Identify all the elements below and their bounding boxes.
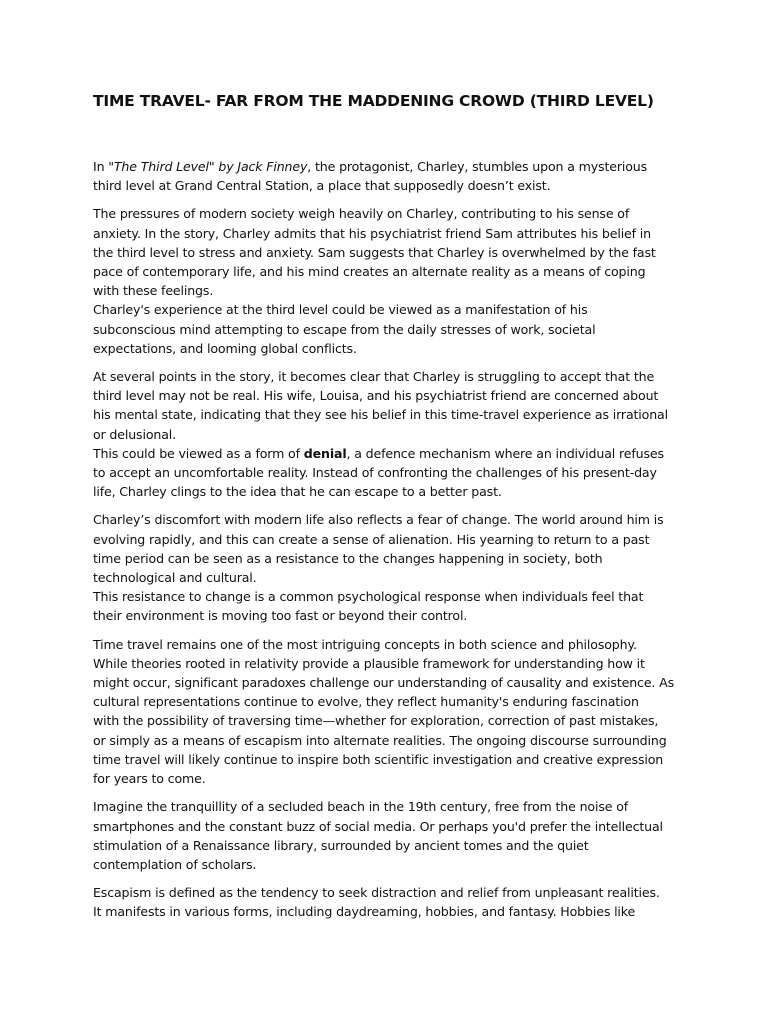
text-line: Escapism is defined as the tendency to seek distraction and relief from unpleasant realities. xyxy=(93,885,660,901)
paragraph-pressures xyxy=(93,204,683,358)
text-line: contemplation of scholars. xyxy=(93,856,257,872)
text-line: his mental state, indicating that they see his belief in this time-travel experience as irrational xyxy=(93,407,668,423)
text-line: their environment is moving too fast or beyond their control. xyxy=(93,608,468,624)
text-line: It manifests in various forms, including daydreaming, hobbies, and fantasy. Hobbies like xyxy=(93,904,636,920)
text-line: the third level to stress and anxiety. Sam suggests that Charley is overwhelmed by the fast xyxy=(93,244,656,260)
text-line: At several points in the story, it becomes clear that Charley is struggling to accept that the xyxy=(93,369,655,385)
text-line: The pressures of modern society weigh heavily on Charley, contributing to his sense of xyxy=(93,206,630,222)
text-line: time travel will likely continue to inspire both scientific investigation and creative expression xyxy=(93,751,664,767)
text-line: or simply as a means of escapism into alternate realities. The ongoing discourse surrounding xyxy=(93,732,667,748)
text-line: might occur, significant paradoxes challenge our understanding of causality and existence. As xyxy=(93,675,674,691)
text-line: third level may not be real. His wife, Louisa, and his psychiatrist friend are concerned about xyxy=(93,388,659,404)
denial-term: denial xyxy=(303,445,347,461)
text-line: time period can be seen as a resistance to the changes happening in society, both xyxy=(93,550,603,566)
text-line: life, Charley clings to the idea that he can escape to a better past. xyxy=(93,484,502,500)
text-segment: In xyxy=(93,159,109,174)
text-line: technological and cultural. xyxy=(93,570,257,586)
text-segment: , the protagonist, Charley, stumbles upon a mysterious xyxy=(307,159,648,174)
text-line: pace of contemporary life, and his mind creates an alternate reality as a means of coping xyxy=(93,264,646,280)
text-line: with the possibility of traversing time—whether for exploration, correction of past mistakes, xyxy=(93,713,659,729)
text-segment: , a defence mechanism where an individual refuses xyxy=(346,445,664,461)
text-segment: This could be viewed as a form of xyxy=(93,445,304,461)
text-line xyxy=(93,157,683,176)
text-line: Imagine the tranquillity of a secluded beach in the 19th century, free from the noise of xyxy=(93,799,629,815)
text-line: smartphones and the constant buzz of social media. Or perhaps you'd prefer the intellectual xyxy=(93,818,663,834)
document-page xyxy=(93,90,683,931)
story-reference: "The Third Level" by Jack Finney xyxy=(108,159,308,174)
text-line: for years to come. xyxy=(93,771,206,787)
text-line: third level at Grand Central Station, a place that supposedly doesn’t exist. xyxy=(93,178,551,194)
text-line: This resistance to change is a common psychological response when individuals feel that xyxy=(93,589,644,605)
document-title: TIME TRAVEL- FAR FROM THE MADDENING CROWD (THIRD LEVEL) xyxy=(93,92,654,110)
paragraph-time-travel xyxy=(93,635,683,789)
text-line: Charley’s discomfort with modern life also reflects a fear of change. The world around him is xyxy=(93,512,664,528)
text-line: stimulation of a Renaissance library, surrounded by ancient tomes and the quiet xyxy=(93,837,589,853)
paragraph-escapism xyxy=(93,883,683,921)
text-line xyxy=(93,444,683,463)
text-line: evolving rapidly, and this can create a sense of alienation. His yearning to return to a past xyxy=(93,531,650,547)
text-line: anxiety. In the story, Charley admits that his psychiatrist friend Sam attributes his belief in xyxy=(93,225,651,241)
text-line: cultural representations continue to evolve, they reflect humanity's enduring fascination xyxy=(93,694,639,710)
text-line: or delusional. xyxy=(93,426,176,442)
paragraph-change xyxy=(93,510,683,625)
document-body xyxy=(93,157,683,922)
paragraph-denial xyxy=(93,367,683,501)
text-line: with these feelings. xyxy=(93,283,214,299)
paragraph-imagine xyxy=(93,797,683,874)
text-line: expectations, and looming global conflicts. xyxy=(93,340,357,356)
paragraph-intro xyxy=(93,157,683,195)
text-line: Charley's experience at the third level could be viewed as a manifestation of his xyxy=(93,302,588,318)
text-line: subconscious mind attempting to escape from the daily stresses of work, societal xyxy=(93,321,596,337)
text-line: to accept an uncomfortable reality. Instead of confronting the challenges of his present-day xyxy=(93,465,657,481)
text-line: Time travel remains one of the most intriguing concepts in both science and philosophy. xyxy=(93,636,637,652)
text-line: While theories rooted in relativity provide a plausible framework for understanding how it xyxy=(93,655,645,671)
